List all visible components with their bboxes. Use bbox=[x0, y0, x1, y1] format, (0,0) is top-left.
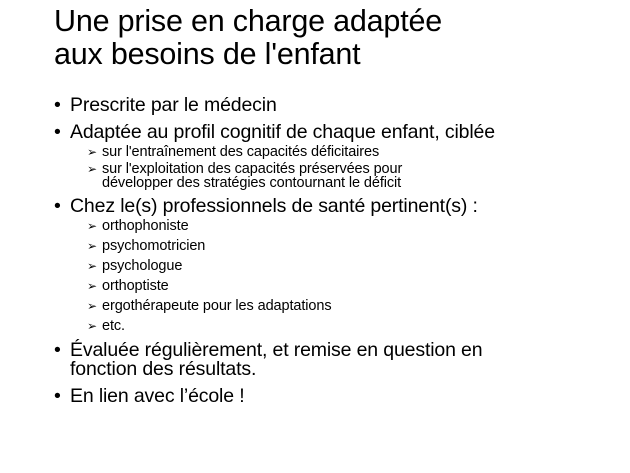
bullet-text: Prescrite par le médecin bbox=[70, 94, 277, 116]
bullet-continuation bbox=[54, 360, 614, 379]
sub-bullet-text: sur l'entraînement des capacités déficitaires bbox=[102, 144, 380, 160]
bullet-icon: • bbox=[54, 385, 61, 407]
arrow-icon: ➢ bbox=[87, 319, 97, 333]
sub-bullet-text: etc. bbox=[102, 318, 125, 334]
bullet-text: Adaptée au profil cognitif de chaque enfant, ciblée bbox=[70, 121, 495, 143]
sub-bullet-item bbox=[54, 279, 614, 293]
arrow-icon: ➢ bbox=[87, 299, 97, 313]
arrow-icon: ➢ bbox=[87, 145, 97, 159]
bullet-item bbox=[54, 96, 614, 115]
bullet-text-line-2: fonction des résultats. bbox=[70, 358, 257, 380]
sub-bullet-text: ergothérapeute pour les adaptations bbox=[102, 298, 332, 314]
sub-bullet-text: psychomotricien bbox=[102, 238, 206, 254]
bullet-icon: • bbox=[54, 339, 61, 361]
sub-bullet-item bbox=[54, 219, 614, 233]
sub-bullet-item bbox=[54, 239, 614, 253]
bullet-item bbox=[54, 123, 614, 142]
bullet-text: En lien avec l’école ! bbox=[70, 385, 245, 407]
sub-bullet-text-line-2: développer des stratégies contournant le déficit bbox=[102, 175, 402, 191]
bullet-icon: • bbox=[54, 94, 61, 116]
arrow-icon: ➢ bbox=[87, 239, 97, 253]
bullet-item bbox=[54, 387, 614, 406]
bullet-text-line-1: Évaluée régulièrement, et remise en question en bbox=[70, 339, 483, 361]
bullet-list bbox=[54, 96, 614, 406]
arrow-icon: ➢ bbox=[87, 259, 97, 273]
slide-title bbox=[54, 5, 614, 71]
sub-bullet-text: orthophoniste bbox=[102, 218, 189, 234]
sub-bullet-text: orthoptiste bbox=[102, 278, 169, 294]
title-line-2: aux besoins de l'enfant bbox=[54, 37, 361, 71]
bullet-text: Chez le(s) professionnels de santé pertinent(s) : bbox=[70, 195, 478, 217]
bullet-item bbox=[54, 197, 614, 216]
sub-bullet-item bbox=[54, 162, 614, 176]
arrow-icon: ➢ bbox=[87, 279, 97, 293]
sub-bullet-item bbox=[54, 145, 614, 159]
arrow-icon: ➢ bbox=[87, 219, 97, 233]
bullet-icon: • bbox=[54, 195, 61, 217]
arrow-icon: ➢ bbox=[87, 162, 97, 176]
sub-bullet-text-line-1: sur l'exploitation des capacités préservées pour bbox=[102, 161, 403, 177]
sub-bullet-continuation bbox=[54, 176, 614, 190]
sub-bullet-item bbox=[54, 319, 614, 333]
title-line-1: Une prise en charge adaptée bbox=[54, 4, 442, 38]
sub-bullet-text: psychologue bbox=[102, 258, 183, 274]
bullet-icon: • bbox=[54, 121, 61, 143]
sub-bullet-item bbox=[54, 259, 614, 273]
sub-bullet-item bbox=[54, 299, 614, 313]
